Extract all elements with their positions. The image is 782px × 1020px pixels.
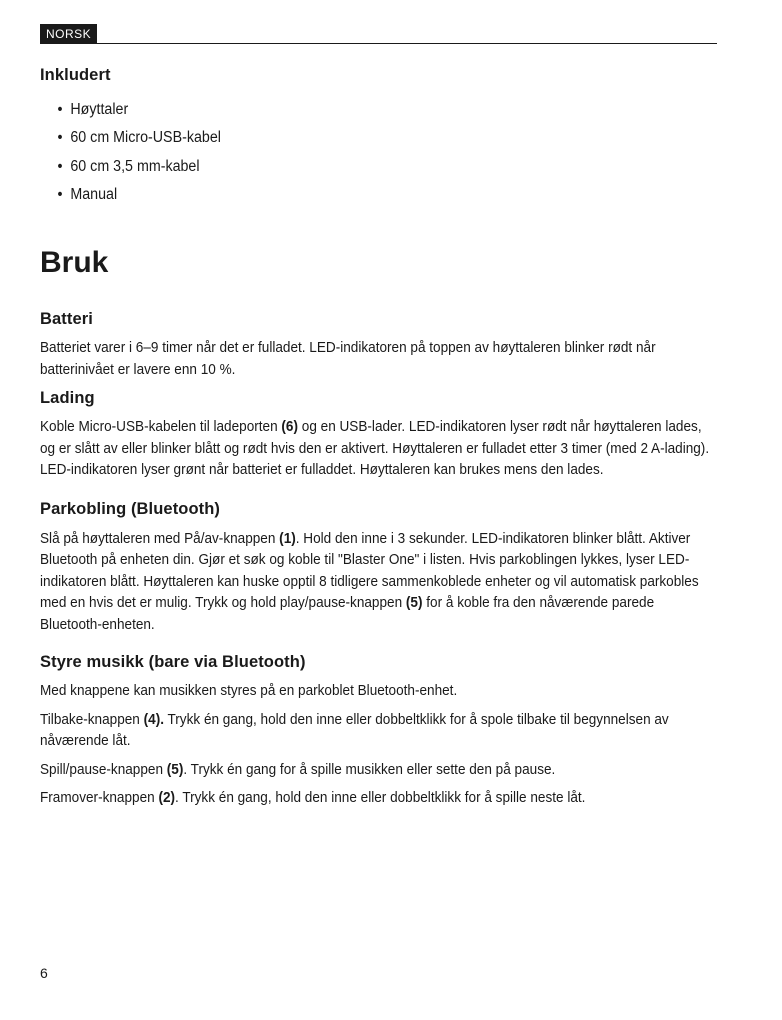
- battery-heading: Batteri: [40, 310, 93, 329]
- list-item: • Høyttaler: [40, 96, 666, 124]
- play-pause-button-text: Spill/pause-knappen (5). Trykk én gang for å spille musikken eller sette den på pause.: [40, 761, 556, 778]
- pairing-text: Slå på høyttaleren med På/av-knappen (1). Hold den inne i 3 sekunder. LED-indikatoren blinker blått. Aktiver Bluetooth på enheten din. Gjør et søk og koble til "Blaster One" i listen. Hvis parkoblingen lykkes, lyser LED-indikatoren blått. Høyttaleren kan huske opptil 8 tidligere sammenkoblede enheter og vil automatisk parkobles med en hvis det er mulig. Trykk og hold play/pause-knappen (5) for å koble fra den nåværende parede Bluetooth-enheten.: [40, 530, 699, 633]
- music-intro: Med knappene kan musikken styres på en parkoblet Bluetooth-enhet.: [40, 683, 458, 700]
- forward-button-text: Framover-knappen (2). Trykk én gang, hold den inne eller dobbeltklikk for å spille neste låt.: [40, 790, 586, 807]
- language-tab: NORSK: [40, 24, 97, 44]
- list-item: • 60 cm 3,5 mm-kabel: [40, 153, 666, 181]
- included-list: [40, 96, 720, 209]
- back-button-text: Tilbake-knappen (4). Trykk én gang, hold den inne eller dobbeltklikk for å spole tilbake til begynnelsen av nåværende låt.: [40, 711, 669, 750]
- list-item: • 60 cm Micro-USB-kabel: [40, 124, 666, 152]
- page-content: [40, 64, 720, 810]
- pairing-heading: Parkobling (Bluetooth): [40, 499, 221, 518]
- usage-title: Bruk: [40, 246, 109, 280]
- bullet-icon: •: [57, 129, 63, 147]
- charging-text: Koble Micro-USB-kabelen til ladeporten (6) og en USB-lader. LED-indikatoren lyser rødt når høyttaleren lades, og er slått av eller blinker blått og rødt hvis den er aktivert. Høyttaleren er fulladet etter 3 timer (med 2 A-lading). LED-indikatoren lyser grønt når batteriet er fulladdet. Høyttaleren kan brukes mens den lades.: [40, 419, 710, 479]
- charging-heading: Lading: [40, 389, 95, 408]
- bullet-icon: •: [57, 101, 63, 118]
- music-heading: Styre musikk (bare via Bluetooth): [40, 653, 306, 672]
- bullet-icon: •: [57, 157, 63, 175]
- included-heading: Inkludert: [40, 66, 111, 84]
- page-number: 6: [40, 965, 48, 981]
- battery-text: Batteriet varer i 6–9 timer når det er fulladet. LED-indikatoren på toppen av høyttaleren blinker rødt når batterinivået er lavere enn 10 %.: [40, 340, 656, 378]
- header-divider: [40, 43, 717, 44]
- list-item: • Manual: [40, 181, 666, 209]
- bullet-icon: •: [57, 185, 63, 203]
